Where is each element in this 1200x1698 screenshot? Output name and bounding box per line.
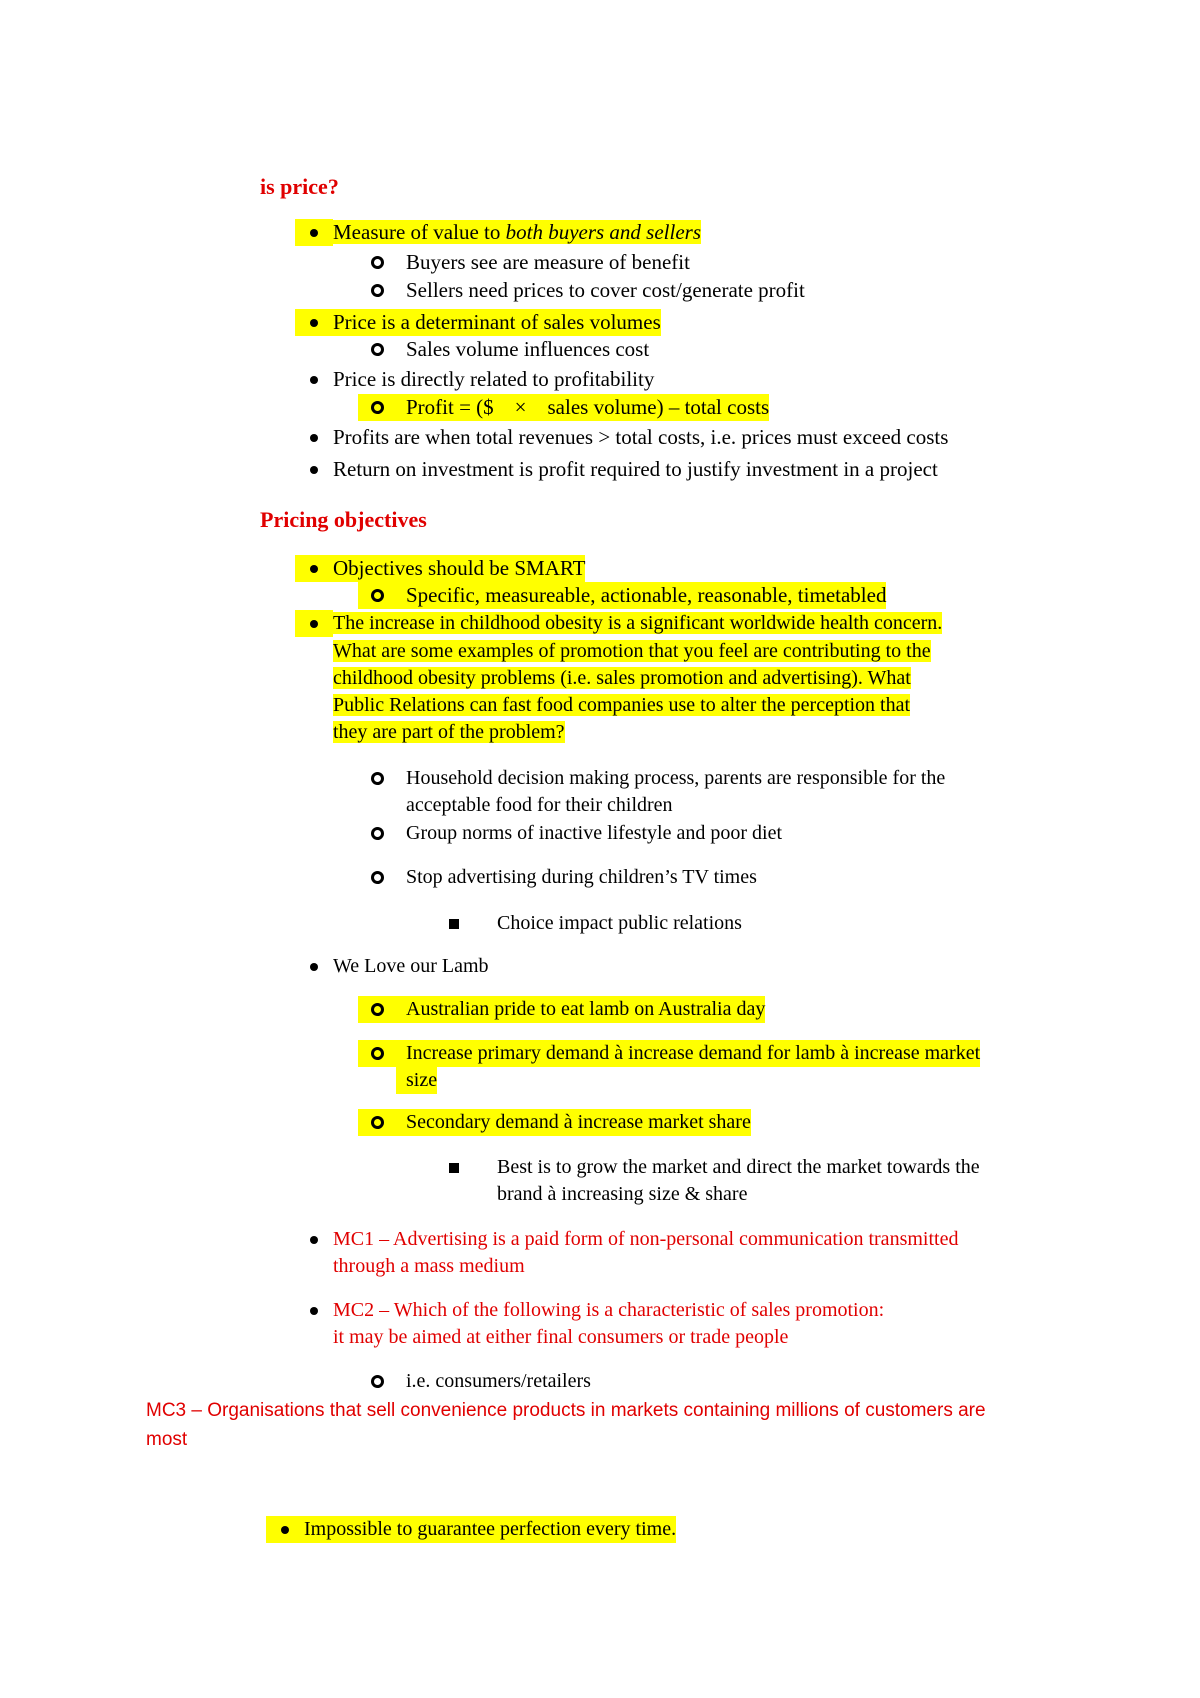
question-line: they are part of the problem? — [333, 721, 565, 743]
discussion-question — [333, 692, 910, 719]
bullet-circle — [358, 582, 396, 609]
bullet-circle — [358, 249, 396, 276]
list-item: Choice impact public relations — [497, 912, 742, 934]
list-item: Buyers see are measure of benefit — [406, 250, 690, 274]
list-item: Return on investment is profit required to justify investment in a project — [333, 457, 938, 481]
list-item: i.e. consumers/retailers — [406, 1370, 591, 1392]
list-item-prefix: Measure of value to — [333, 220, 506, 244]
list-item: Sales volume influences cost — [406, 337, 650, 361]
list-item — [333, 219, 701, 246]
discussion-question — [333, 610, 942, 637]
bullet-disc — [295, 219, 333, 246]
bullet-disc — [295, 555, 333, 582]
list-item: acceptable food for their children — [406, 794, 673, 816]
bullet-circle — [358, 765, 396, 792]
bullet-circle — [358, 1109, 396, 1136]
discussion-question — [333, 719, 565, 746]
multiple-choice-note: it may be aimed at either final consumers or trade people — [333, 1326, 789, 1348]
question-line: What are some examples of promotion that you feel are contributing to the — [333, 640, 931, 662]
bullet-square — [435, 1154, 473, 1181]
discussion-question — [333, 638, 931, 665]
bullet-disc — [295, 610, 333, 637]
bullet-disc — [295, 456, 333, 483]
list-item: size — [396, 1067, 437, 1094]
list-item: Household decision making process, parents are responsible for the — [406, 767, 946, 789]
bullet-disc — [266, 1516, 304, 1543]
section-heading-price: is price? — [260, 174, 339, 199]
multiple-choice-note: MC3 – Organisations that sell convenience products in markets containing millions of customers are — [146, 1400, 986, 1421]
list-item: Impossible to guarantee perfection every time. — [304, 1516, 676, 1543]
question-line: The increase in childhood obesity is a significant worldwide health concern. — [333, 612, 943, 634]
bullet-disc — [295, 366, 333, 393]
bullet-disc — [295, 1226, 333, 1253]
bullet-disc — [295, 309, 333, 336]
list-item: We Love our Lamb — [333, 955, 489, 977]
multiple-choice-note: MC2 – Which of the following is a characteristic of sales promotion: — [333, 1299, 885, 1321]
bullet-circle — [358, 820, 396, 847]
list-item-emphasis: both buyers and sellers — [505, 220, 702, 244]
list-item: Objectives should be SMART — [333, 556, 586, 580]
question-line: Public Relations can fast food companies use to alter the perception that — [333, 694, 911, 716]
list-item: Profit = ($ × sales volume) – total costs — [396, 394, 769, 421]
multiple-choice-note: MC1 – Advertising is a paid form of non-personal communication transmitted — [333, 1228, 959, 1250]
list-item: Stop advertising during children’s TV times — [406, 866, 757, 888]
bullet-disc — [295, 953, 333, 980]
discussion-question — [333, 665, 911, 692]
bullet-circle — [358, 336, 396, 363]
bullet-circle — [358, 864, 396, 891]
list-item: Profits are when total revenues > total costs, i.e. prices must exceed costs — [333, 425, 949, 449]
multiple-choice-note: through a mass medium — [333, 1255, 525, 1277]
section-heading-pricing-objectives: Pricing objectives — [260, 507, 427, 532]
list-item: Best is to grow the market and direct the market towards the — [497, 1156, 980, 1178]
multiple-choice-note: most — [146, 1429, 188, 1450]
list-item: Increase primary demand à increase demand for lamb à increase market — [396, 1040, 980, 1067]
bullet-circle — [358, 996, 396, 1023]
question-line: childhood obesity problems (i.e. sales promotion and advertising). What — [333, 667, 911, 689]
bullet-disc — [295, 1297, 333, 1324]
list-item: brand à increasing size & share — [497, 1183, 748, 1205]
bullet-circle — [358, 1368, 396, 1395]
list-item: Australian pride to eat lamb on Australia day — [396, 996, 765, 1023]
bullet-square — [435, 910, 473, 937]
list-item: Sellers need prices to cover cost/generate profit — [406, 278, 805, 302]
bullet-disc — [295, 424, 333, 451]
bullet-circle — [358, 394, 396, 421]
list-item: Price is directly related to profitability — [333, 367, 655, 391]
list-item: Specific, measureable, actionable, reasonable, timetabled — [396, 582, 886, 609]
list-item: Price is a determinant of sales volumes — [333, 310, 661, 334]
bullet-circle — [358, 277, 396, 304]
bullet-circle — [358, 1040, 396, 1067]
list-item: Group norms of inactive lifestyle and poor diet — [406, 822, 783, 844]
list-item: Secondary demand à increase market share — [396, 1109, 751, 1136]
